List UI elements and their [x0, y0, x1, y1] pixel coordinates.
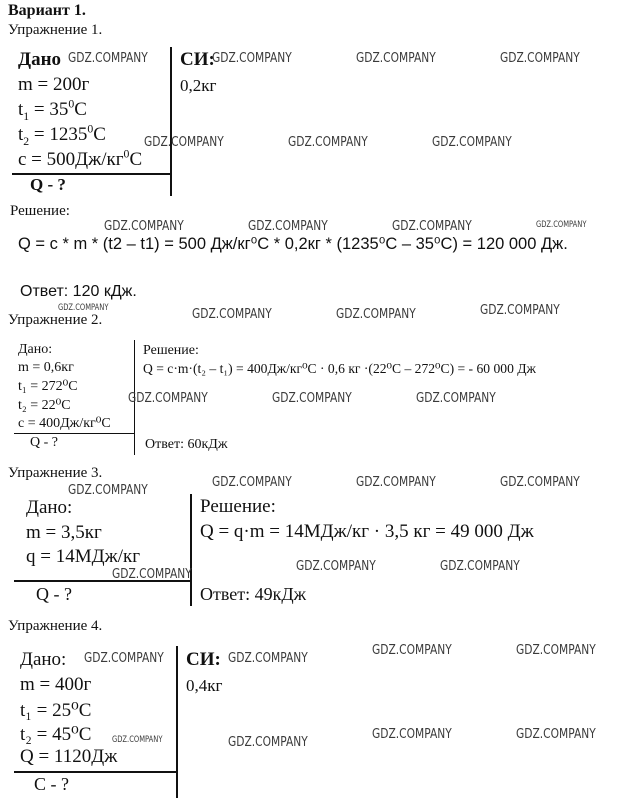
- watermark: GDZ.COMPANY: [104, 219, 184, 234]
- ex2-find: Q - ?: [30, 435, 58, 450]
- ex3-formula: Q = q·m = 14МДж/кг · 3,5 кг = 49 000 Дж: [200, 521, 534, 542]
- ex1-vertical-line: [170, 47, 172, 196]
- watermark: GDZ.COMPANY: [128, 391, 208, 406]
- ex1-t1: $t_1 = 35^0C$: [18, 97, 87, 123]
- watermark: GDZ.COMPANY: [192, 307, 272, 322]
- ex2-t2: t₂ = 22⁰С: [18, 398, 71, 413]
- watermark: GDZ.COMPANY: [272, 391, 352, 406]
- ex4-vertical-line: [176, 646, 178, 798]
- ex1-answer: Ответ: 120 кДж.: [20, 283, 137, 300]
- ex4-heat: Q = 1120Дж: [20, 746, 118, 767]
- ex1-si-value: 0,2кг: [180, 76, 217, 95]
- ex3-heat-of-combustion: q = 14МДж/кг: [26, 546, 140, 567]
- watermark: GDZ.COMPANY: [480, 303, 560, 318]
- ex2-divider: [14, 433, 134, 434]
- ex4-t1: t₁ = 25⁰С: [20, 700, 92, 721]
- watermark: GDZ.COMPANY: [500, 475, 580, 490]
- exercise-4-title: Упражнение 4.: [8, 618, 103, 634]
- watermark: GDZ.COMPANY: [416, 391, 496, 406]
- ex3-find: Q - ?: [36, 584, 72, 604]
- ex1-specific-heat: $c = 500Дж/кг^0C$: [18, 147, 143, 170]
- ex4-mass: m = 400г: [20, 674, 92, 695]
- watermark: GDZ.COMPANY: [248, 219, 328, 234]
- ex1-formula: Q = c * m * (t2 – t1) = 500 Дж/кг⁰С * 0,2кг * (1235⁰С – 35⁰С) = 120 000 Дж.: [18, 235, 568, 253]
- watermark: GDZ.COMPANY: [84, 651, 164, 666]
- watermark: GDZ.COMPANY: [112, 567, 192, 582]
- watermark: GDZ.COMPANY: [288, 135, 368, 150]
- exercise-1-title: Упражнение 1.: [8, 22, 103, 38]
- watermark: GDZ.COMPANY: [392, 219, 472, 234]
- ex1-si-label: СИ:: [180, 49, 215, 70]
- ex3-solution-label: Решение:: [200, 496, 276, 517]
- ex3-answer: Ответ: 49кДж: [200, 584, 307, 604]
- watermark: GDZ.COMPANY: [432, 135, 512, 150]
- ex2-formula: Q = c·m·(t₂ – t₁) = 400Дж/кг⁰С · 0,6 кг ·(22⁰С – 272⁰С) = - 60 000 Дж: [143, 361, 536, 376]
- ex3-given-label: Дано:: [26, 497, 73, 518]
- watermark: GDZ.COMPANY: [516, 727, 596, 742]
- exercise-2-title: Упражнение 2.: [8, 312, 103, 328]
- watermark: GDZ.COMPANY: [372, 643, 452, 658]
- ex1-t2: $t_2 = 1235^0C$: [18, 122, 106, 148]
- watermark: GDZ.COMPANY: [212, 475, 292, 490]
- ex4-divider: [14, 771, 176, 773]
- ex1-solution-label: Решение:: [10, 203, 70, 219]
- watermark: GDZ.COMPANY: [228, 651, 308, 666]
- ex4-find: C - ?: [34, 774, 69, 794]
- exercise-3-title: Упражнение 3.: [8, 465, 103, 481]
- ex2-mass: m = 0,6кг: [18, 360, 74, 375]
- ex2-solution-label: Решение:: [143, 343, 199, 358]
- watermark: GDZ.COMPANY: [296, 559, 376, 574]
- ex4-si-label: СИ:: [186, 649, 221, 670]
- ex1-given-label: Дано: [18, 49, 62, 70]
- watermark: GDZ.COMPANY: [58, 303, 109, 313]
- watermark: GDZ.COMPANY: [356, 475, 436, 490]
- ex1-mass: m = 200г: [18, 74, 90, 95]
- ex2-given-label: Дано:: [18, 342, 53, 357]
- watermark: GDZ.COMPANY: [372, 727, 452, 742]
- watermark: GDZ.COMPANY: [516, 643, 596, 658]
- watermark: GDZ.COMPANY: [500, 51, 580, 66]
- ex3-mass: m = 3,5кг: [26, 522, 102, 543]
- watermark: GDZ.COMPANY: [68, 483, 148, 498]
- ex2-t1: t₁ = 272⁰С: [18, 379, 78, 394]
- watermark: GDZ.COMPANY: [212, 51, 292, 66]
- ex4-given-label: Дано:: [20, 649, 67, 670]
- ex3-vertical-line: [190, 494, 192, 606]
- variant-title: Вариант 1.: [8, 2, 86, 19]
- ex4-t2: t₂ = 45⁰С: [20, 724, 92, 745]
- ex2-answer: Ответ: 60кДж: [145, 437, 228, 452]
- ex2-specific-heat: c = 400Дж/кг⁰С: [18, 416, 111, 431]
- watermark: GDZ.COMPANY: [228, 735, 308, 750]
- watermark: GDZ.COMPANY: [356, 51, 436, 66]
- watermark: GDZ.COMPANY: [144, 135, 224, 150]
- watermark: GDZ.COMPANY: [336, 307, 416, 322]
- ex1-find: Q - ?: [30, 175, 66, 194]
- watermark: GDZ.COMPANY: [536, 220, 587, 230]
- ex4-si-value: 0,4кг: [186, 676, 223, 695]
- watermark: GDZ.COMPANY: [440, 559, 520, 574]
- watermark: GDZ.COMPANY: [112, 735, 163, 745]
- watermark: GDZ.COMPANY: [68, 51, 148, 66]
